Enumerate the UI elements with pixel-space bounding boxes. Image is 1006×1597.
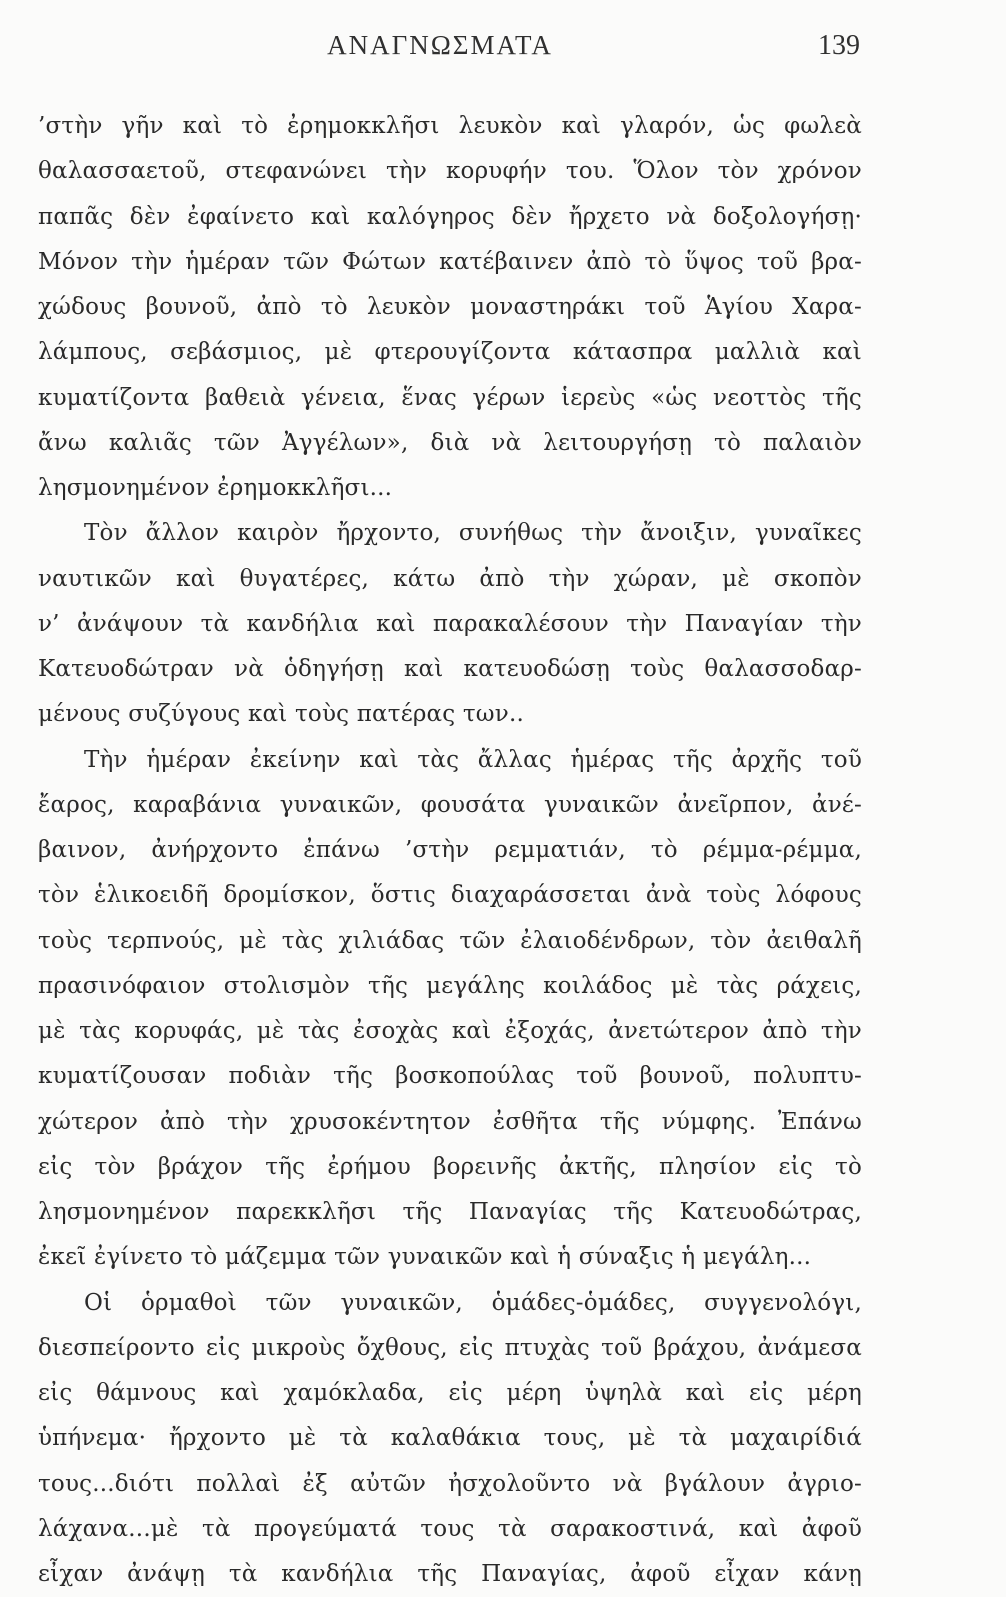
text-line: εἰς τὸν βράχον τῆς ἐρήμου βορεινῆς ἀκτῆς, πλησίον εἰς τὸ: [38, 1153, 862, 1180]
text-line: ν’ ἀνάψουν τὰ κανδήλια καὶ παρακαλέσουν τὴν Παναγίαν τὴν: [38, 610, 862, 637]
text-line: Κατευοδώτραν νὰ ὁδηγήσῃ καὶ κατευοδώσῃ τοὺς θαλασσοδαρ-: [38, 656, 862, 682]
text-line: ’στὴν γῆν καὶ τὸ ἐρημοκκλῆσι λευκὸν καὶ γλαρόν, ὡς φωλεὰ: [38, 113, 862, 139]
text-line: τοὺς τερπνούς, μὲ τὰς χιλιάδας τῶν ἐλαιοδένδρων, τὸν ἀειθαλῆ: [38, 927, 862, 954]
text-line: διεσπείροντο εἰς μικροὺς ὄχθους, εἰς πτυχὰς τοῦ βράχου, ἀνάμεσα: [38, 1334, 862, 1361]
text-line: Μόνον τὴν ἡμέραν τῶν Φώτων κατέβαινεν ἀπὸ τὸ ὕψος τοῦ βρα-: [38, 248, 862, 275]
text-line: κυματίζουσαν ποδιὰν τῆς βοσκοπούλας τοῦ βουνοῦ, πολυπτυ-: [38, 1063, 862, 1090]
text-line: τὸν ἑλικοειδῆ δρομίσκον, ὅστις διαχαράσσεται ἀνὰ τοὺς λόφους: [38, 882, 862, 909]
text-line: χώτερον ἀπὸ τὴν χρυσοκέντητον ἐσθῆτα τῆς νύμφης. Ἐπάνω: [38, 1108, 862, 1135]
text-line: κυματίζοντα βαθειὰ γένεια, ἕνας γέρων ἱερεὺς «ὡς νεοττὸς τῆς: [38, 384, 862, 411]
running-title: ΑΝΑΓΝΩΣΜΑΤΑ: [327, 30, 553, 60]
text-line: εἶχαν ἀνάψῃ τὰ κανδήλια τῆς Παναγίας, ἀφοῦ εἶχαν κάνῃ: [38, 1561, 862, 1587]
text-line: πρασινόφαιον στολισμὸν τῆς μεγάλης κοιλάδος μὲ τὰς ράχεις,: [38, 972, 862, 999]
paragraph-first-line: Τὴν ἡμέραν ἐκείνην καὶ τὰς ἄλλας ἡμέρας τῆς ἀρχῆς τοῦ: [84, 746, 862, 773]
text-line: λησμονημένον ἐρημοκκλῆσι...: [38, 475, 393, 501]
text-line: ὑπήνεμα· ἤρχοντο μὲ τὰ καλαθάκια τους, μὲ τὰ μαχαιρίδιά: [38, 1425, 862, 1452]
text-line: ἄνω καλιᾶς τῶν Ἀγγέλων», διὰ νὰ λειτουργήσῃ τὸ παλαιὸν: [38, 429, 862, 456]
text-line: παπᾶς δὲν ἐφαίνετο καὶ καλόγηρος δὲν ἤρχετο νὰ δοξολογήσῃ·: [38, 203, 862, 230]
running-head: [0, 30, 1006, 80]
text-line: ἔαρος, καραβάνια γυναικῶν, φουσάτα γυναικῶν ἀνεῖρπον, ἀνέ-: [38, 791, 862, 818]
text-line: μένους συζύγους καὶ τοὺς πατέρας των..: [38, 701, 524, 728]
text-line: τους...διότι πολλαὶ ἐξ αὐτῶν ἠσχολοῦντο νὰ βγάλουν ἀγριο-: [38, 1470, 862, 1497]
text-line: βαινον, ἀνήρχοντο ἐπάνω ’στὴν ρεμματιάν, τὸ ρέμμα-ρέμμα,: [38, 837, 862, 863]
text-line: ἐκεῖ ἐγίνετο τὸ μάζεμμα τῶν γυναικῶν καὶ ἡ σύναξις ἡ μεγάλη...: [38, 1244, 812, 1271]
paragraph-first-line: Τὸν ἄλλον καιρὸν ἤρχοντο, συνήθως τὴν ἄνοιξιν, γυναῖκες: [84, 520, 862, 547]
text-line: θαλασσαετοῦ, στεφανώνει τὴν κορυφήν του. Ὅλον τὸν χρόνον: [38, 158, 862, 185]
text-line: λάμπους, σεβάσμιος, μὲ φτερουγίζοντα κάτασπρα μαλλιὰ καὶ: [38, 339, 862, 366]
page-number: 139: [818, 30, 860, 61]
text-line: λάχανα...μὲ τὰ προγεύματά τους τὰ σαρακοστινά, καὶ ἀφοῦ: [38, 1515, 862, 1542]
text-line: ναυτικῶν καὶ θυγατέρες, κάτω ἀπὸ τὴν χώραν, μὲ σκοπὸν: [38, 565, 862, 592]
body-text: [38, 104, 862, 1597]
text-line: μὲ τὰς κορυφάς, μὲ τὰς ἐσοχὰς καὶ ἐξοχάς, ἀνετώτερον ἀπὸ τὴν: [38, 1018, 862, 1044]
text-line: λησμονημένον παρεκκλῆσι τῆς Παναγίας τῆς Κατευοδώτρας,: [38, 1199, 862, 1225]
text-line: εἰς θάμνους καὶ χαμόκλαδα, εἰς μέρη ὑψηλὰ καὶ εἰς μέρη: [38, 1380, 862, 1406]
paragraph-first-line: Οἱ ὁρμαθοὶ τῶν γυναικῶν, ὁμάδες-ὁμάδες, συγγενολόγι,: [84, 1289, 862, 1316]
text-line: χώδους βουνοῦ, ἀπὸ τὸ λευκὸν μοναστηράκι τοῦ Ἁγίου Χαρα-: [38, 294, 862, 320]
